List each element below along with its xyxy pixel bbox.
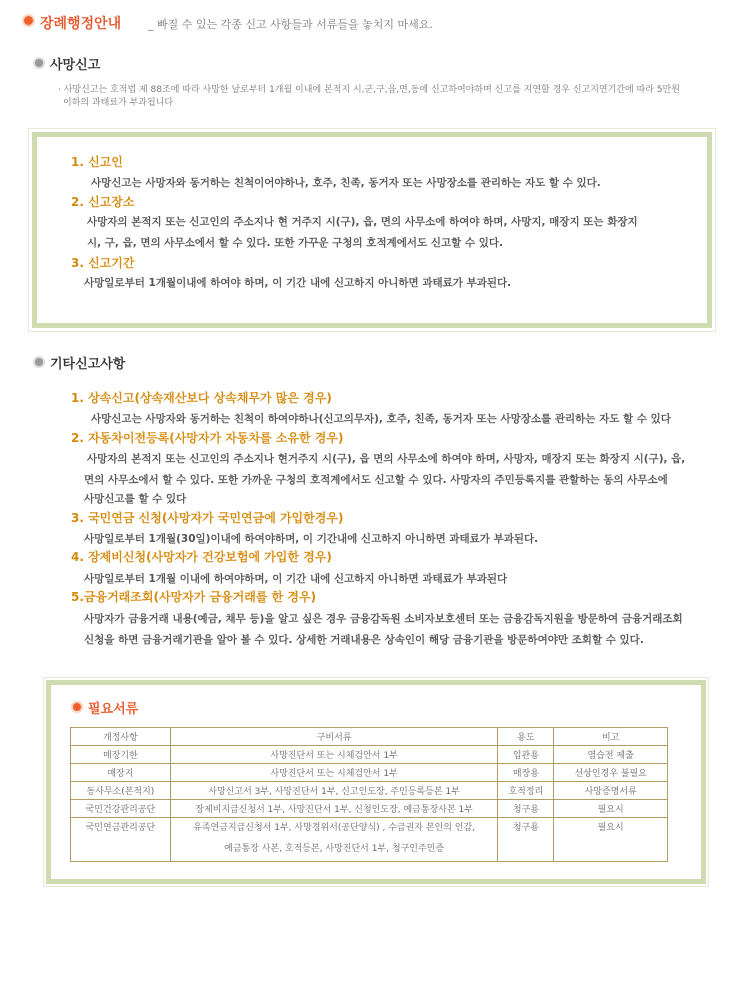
- item-text: 시, 구, 읍, 면의 사무소에서 할 수 있다. 또한 가꾸운 구청의 호적계에서도 신고할 수 있다.: [87, 237, 503, 249]
- item-heading: 4. 장제비신청(사망자가 건강보험에 가입한 경우): [71, 550, 332, 564]
- table-cell: 동사무소(본적지): [71, 782, 171, 800]
- cell-line: 유족연금지급신청서 1부, 사망경위서(공단양식) , 수급권자 본인의 인감,: [193, 823, 476, 833]
- table-row: [71, 746, 668, 764]
- table-row: [71, 818, 668, 862]
- table-cell: 청구용: [498, 800, 554, 818]
- item-heading: 3. 신고기간: [71, 256, 135, 270]
- item-text: 면의 사무소에서 할 수 있다. 또한 가까운 구청의 호적계에서도 신고할 수 있다. 사망자의 주민등록지를 관할하는 동의 사무소에: [84, 474, 668, 486]
- item-text: 신청을 하면 금융거래기관을 알아 볼 수 있다. 상세한 거래내용은 상속인이 해당 금융기관을 방문하여야만 조회할 수 있다.: [84, 634, 644, 646]
- table-cell: 매장기한: [71, 746, 171, 764]
- item-text: 사망일로부터 1개월(30일)이내에 하여야하며, 이 기간내에 신고하지 아니하면 과태료가 부과된다.: [84, 533, 539, 545]
- item-heading: 3. 국민연금 신청(사망자가 국민연금에 가입한경우): [71, 511, 344, 525]
- table-cell: 필요시: [554, 818, 668, 862]
- table-row: [71, 764, 668, 782]
- documents-bullet-icon: [73, 703, 81, 711]
- table-cell: 매장용: [498, 764, 554, 782]
- note-line: · 사망신고는 호적법 제 88조에 따라 사망한 날로부터 1개월 이내에 본적지 시,군,구,읍,면,동에 신고하여야하며 신고를 지연할 경우 신고지연기간에 따라 5만원: [58, 85, 680, 95]
- table-cell: 사망증명서류: [554, 782, 668, 800]
- note-line: 이하의 과태료가 부과됩니다: [63, 98, 174, 108]
- item-heading: 1. 신고인: [71, 155, 123, 169]
- item-heading: 2. 신고장소: [71, 195, 135, 209]
- table-cell: 호적정리: [498, 782, 554, 800]
- table-cell: 국민연금관리공단: [71, 818, 171, 862]
- header-bullet-icon: [24, 16, 33, 25]
- item-text: 사망일로부터 1개월이내에 하여야 하며, 이 기간 내에 신고하지 아니하면 과태료가 부과된다.: [84, 277, 512, 289]
- item-heading: 5.금융거래조회(사망자가 금융거래를 한 경우): [71, 590, 317, 604]
- table-cell: 사망진단서 또는 시체검안서 1부: [170, 764, 498, 782]
- item-text: 사망자의 본적지 또는 신고인의 주소지나 현거주지 시(구), 읍 면의 사무소에 하여야 하며, 사망자, 매장지 또는 화장지 시(구), 읍,: [87, 453, 686, 465]
- page-title: 장례행정안내: [40, 16, 122, 32]
- item-text: 사망신고를 할 수 있다: [84, 493, 187, 505]
- table-cell: 장제비지급신청서 1부, 사망진단서 1부, 신청인도장, 예금통장사본 1부: [170, 800, 498, 818]
- documents-table: [70, 727, 668, 862]
- column-header: 비고: [554, 728, 668, 746]
- table-cell: 청구용: [498, 818, 554, 862]
- item-heading: 2. 자동차이전등록(사망자가 자동차를 소유한 경우): [71, 431, 344, 445]
- section-title-other-reports: 기타신고사항: [50, 357, 126, 372]
- table-cell: 사망신고서 3부, 사망진단서 1부, 신고인도장, 주민등록등본 1부: [170, 782, 498, 800]
- item-text: 사망자의 본적지 또는 신고인의 주소지나 현 거주지 시(구), 읍, 면의 사무소에 하여야 하며, 사망지, 매장지 또는 화장지: [87, 216, 638, 228]
- table-cell: 입관용: [498, 746, 554, 764]
- section-title-death-report: 사망신고: [50, 58, 101, 73]
- table-header-row: [71, 728, 668, 746]
- table-cell: 국민건강관리공단: [71, 800, 171, 818]
- table-row: [71, 782, 668, 800]
- column-header: 구비서류: [170, 728, 498, 746]
- section-bullet-icon: [35, 59, 43, 67]
- column-header: 용도: [498, 728, 554, 746]
- table-cell: 매장지: [71, 764, 171, 782]
- item-text: 사망일로부터 1개월 이내에 하여야하며, 이 기간 내에 신고하지 아니하면 과태료가 부과된다: [84, 573, 508, 585]
- item-heading: 1. 상속신고(상속재산보다 상속채무가 많은 경우): [71, 391, 332, 405]
- column-header: 개정사항: [71, 728, 171, 746]
- death-report-box: [32, 132, 712, 328]
- table-cell: 사망진단서 또는 시체검안서 1부: [170, 746, 498, 764]
- section-note: [58, 84, 680, 110]
- item-text: 사망신고는 사망자와 동거하는 친척이 하여야하나(신고의무자), 호주, 친족, 동거자 또는 사망장소를 관리하는 자도 할 수 있다: [91, 413, 671, 425]
- table-cell: 필요시: [554, 800, 668, 818]
- item-text: 사망자가 금융거래 내용(예금, 채무 등)을 알고 싶은 경우 금융감독원 소비자보호센터 또는 금융감독지원을 방문하여 금융거래조회: [84, 613, 683, 625]
- table-cell: 선상인경우 불필요: [554, 764, 668, 782]
- item-text: 사망신고는 사망자와 동거하는 친척이어야하나, 호주, 친족, 동거자 또는 사망장소를 관리하는 자도 할 수 있다.: [91, 177, 601, 189]
- page-subtitle: _ 빠질 수 있는 각종 신고 사항들과 서류들을 놓치지 마세요.: [148, 18, 433, 31]
- cell-line: 예금통장 사본, 호적등본, 사망진단서 1부, 청구인주민증: [224, 844, 445, 854]
- table-cell: 염습전 제출: [554, 746, 668, 764]
- documents-title: 필요서류: [88, 702, 139, 717]
- table-cell-multiline: [170, 818, 498, 862]
- table-row: [71, 800, 668, 818]
- section-bullet-icon: [35, 358, 43, 366]
